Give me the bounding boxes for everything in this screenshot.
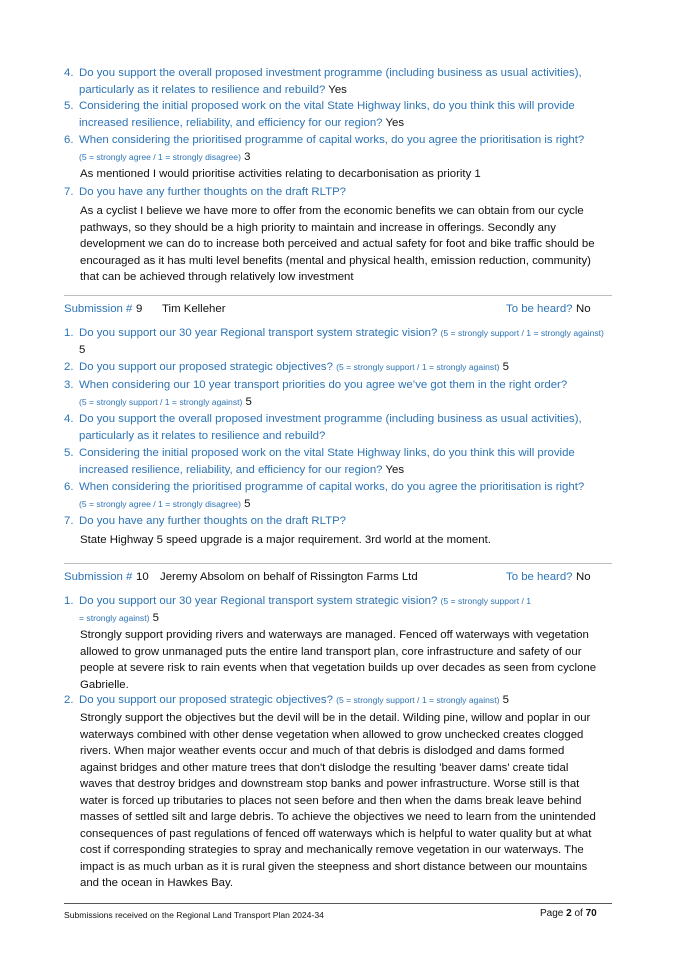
submission-number: 10 [136, 571, 149, 583]
divider [64, 295, 612, 296]
question-text: Considering the initial proposed work on the vital State Highway links, do you think this will provide increased resilience, reliability, and efficiency for our region? [79, 447, 575, 476]
to-be-heard-value: No [576, 303, 591, 315]
answer: 5 [502, 361, 509, 373]
question-number: 4. [64, 67, 74, 79]
question-5 [64, 98, 604, 131]
question-number: 7. [64, 515, 74, 527]
scale-note: (5 = strongly agree / 1 = strongly disagree) [79, 151, 241, 162]
comment: As a cyclist I believe we have more to offer from the economic benefits we can obtain from our cycle pathways, so they should be a high priority to maintain and increase in offerings. Secondly any development we can do to increase both perceived and actual safety for foot and bike traffic should be encouraged as it has multi level benefits (mental and physical health, emission reduction, community) that can be achieved through relatively low investment [80, 205, 595, 283]
scale-note: (5 = strongly support / 1 = strongly against) [336, 362, 500, 372]
footer-title: Submissions received on the Regional Land Transport Plan 2024-34 [64, 910, 324, 920]
submission-label: Submission # [64, 303, 133, 315]
question-4 [64, 65, 604, 98]
comment: Strongly support the objectives but the devil will be in the detail. Wilding pine, willow and poplar in our waterways combined with other dense vegetation when allowed to grow unchecked creates clogged rivers. When major weather events occur and much of that debris is dislodged and dams formed against bridges and other mature trees that don't dislodge the resulting 'beaver dams' create tidal waves that destroy bridges and downstream stop banks and power infrastructure. Worse still is that water is forced up tributaries to places not seen before and then when the dams break leave behind masses of settled silt and large debris. To achieve the objectives we need to learn from the unintended consequences of past regulations of fenced off waterways which is helpful to water quality but at what cost if corresponding strategies to spray and mechanically remove vegetation in our waterways. The impact is as much urban as it is rural given the steepness and short distance between our mountains and the ocean in Hawkes Bay. [80, 712, 596, 889]
question-number: 5. [64, 447, 74, 459]
question-number: 7. [64, 186, 74, 198]
answer: 5 [502, 694, 509, 706]
question-text: Do you support our proposed strategic objectives? [79, 361, 333, 373]
answer: 5 [244, 497, 251, 510]
question-1 [64, 593, 604, 626]
question-text: Considering the initial proposed work on the vital State Highway links, do you think this will provide increased resilience, reliability, and efficiency for our region? [79, 100, 575, 129]
question-text: Do you support our 30 year Regional transport system strategic vision? [79, 595, 438, 607]
question-number: 2. [64, 361, 74, 373]
submitter-name: Jeremy Absolom on behalf of Rissington Farms Ltd [160, 571, 418, 583]
question-text: Do you support the overall proposed investment programme (including business as usual activities), particularly as it relates to resilience and rebuild? [79, 413, 582, 442]
scale-note: (5 = strongly support / 1 = strongly against) [79, 596, 532, 623]
comment: Strongly support providing rivers and waterways are managed. Fenced off waterways with vegetation allowed to grow unmanaged puts the entire land transport plan, core infrastructure and safety of our people at severe risk to rain events when that vegetation builds up over decades as seen from cyclone Gabrielle. [80, 629, 597, 691]
question-text: Do you support our proposed strategic objectives? [79, 694, 333, 706]
question-number: 6. [64, 481, 74, 493]
question-4 [64, 411, 604, 444]
divider [64, 563, 612, 564]
question-7 [64, 513, 604, 530]
question-text: When considering the prioritised programme of capital works, do you agree the prioritisation is right? [79, 481, 585, 493]
page-number [540, 908, 597, 919]
question-number: 1. [64, 595, 74, 607]
answer: 5 [79, 343, 86, 356]
question-7 [64, 184, 604, 201]
question-6 [64, 479, 604, 512]
total-pages: 70 [585, 908, 597, 919]
question-number: 4. [64, 413, 74, 425]
to-be-heard-value: No [576, 571, 591, 583]
question-2 [64, 359, 604, 376]
scale-note: (5 = strongly support / 1 = strongly against) [336, 695, 500, 705]
to-be-heard-label: To be heard? [506, 571, 573, 583]
question-text: When considering the prioritised programme of capital works, do you agree the prioritisation is right? [79, 134, 585, 146]
page-word: Page [540, 908, 564, 919]
question-text: Do you have any further thoughts on the draft RLTP? [79, 186, 346, 198]
to-be-heard-label: To be heard? [506, 303, 573, 315]
scale-note: (5 = strongly support / 1 = strongly against) [440, 328, 604, 338]
scale-note: (5 = strongly support / 1 = strongly against) [79, 396, 243, 407]
question-number: 5. [64, 100, 74, 112]
scale-note: (5 = strongly agree / 1 = strongly disagree) [79, 498, 241, 509]
submission-label: Submission # [64, 571, 133, 583]
question-6 [64, 132, 604, 165]
of-word: of [574, 908, 583, 919]
answer: Yes [385, 116, 405, 129]
submission-header [64, 303, 604, 319]
question-text: Do you support our 30 year Regional transport system strategic vision? [79, 327, 438, 339]
question-number: 6. [64, 134, 74, 146]
footer-divider [64, 903, 612, 904]
question-1 [64, 325, 604, 358]
question-number: 1. [64, 327, 74, 339]
question-text: Do you have any further thoughts on the draft RLTP? [79, 515, 346, 527]
submitter-name: Tim Kelleher [162, 303, 226, 315]
question-3 [64, 377, 604, 410]
question-2 [64, 692, 604, 709]
answer: 5 [245, 395, 252, 408]
answer: Yes [385, 463, 405, 476]
comment: State Highway 5 speed upgrade is a major requirement. 3rd world at the moment. [80, 534, 491, 546]
question-number: 2. [64, 694, 74, 706]
question-5 [64, 445, 604, 478]
submission-header [64, 571, 604, 587]
answer: 3 [244, 150, 251, 163]
question-text: Do you support the overall proposed investment programme (including business as usual activities), particularly as it relates to resilience and rebuild? [79, 67, 582, 96]
answer: Yes [328, 83, 347, 96]
question-text: When considering our 10 year transport priorities do you agree we’ve got them in the right order? [79, 379, 568, 391]
answer: 5 [152, 611, 159, 624]
question-number: 3. [64, 379, 74, 391]
current-page: 2 [566, 908, 572, 919]
comment: As mentioned I would prioritise activities relating to decarbonisation as priority 1 [80, 168, 481, 180]
submission-number: 9 [136, 303, 143, 315]
